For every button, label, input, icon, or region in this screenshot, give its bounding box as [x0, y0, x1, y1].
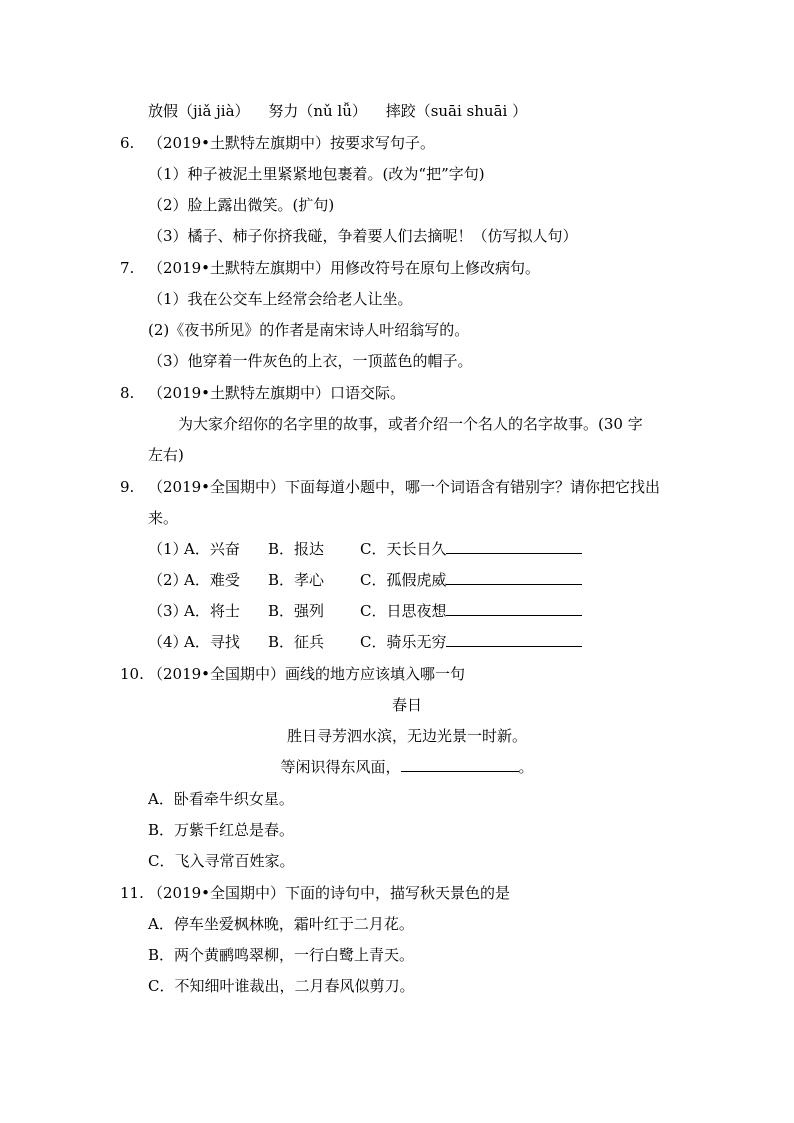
q11-option-b[interactable]: B．两个黄鹂鸣翠柳，一行白鹭上青天。 [148, 946, 415, 964]
q10-option-b[interactable]: B．万紫千红总是春。 [148, 821, 295, 839]
option-a: A．寻找 [184, 633, 240, 651]
q7-item-2: (2)《夜书所见》的作者是南宋诗人叶绍翁写的。 [148, 321, 470, 339]
poem-title: 春日 [391, 696, 422, 714]
row-number: （2） [148, 571, 188, 589]
q8-body-line-2: 左右) [148, 446, 184, 464]
question-stem: （2019•土默特左旗期中）按要求写句子。 [148, 134, 436, 152]
row-number: （4） [148, 633, 188, 651]
q11-option-c[interactable]: C．不知细叶谁裁出，二月春风似剪刀。 [148, 977, 415, 995]
option-b: B．强列 [268, 602, 325, 620]
answer-blank[interactable] [446, 570, 582, 585]
option-b: B．征兵 [268, 633, 325, 651]
question-number: 9. [120, 478, 135, 496]
q8-body-line-1: 为大家介绍你的名字里的故事，或者介绍一个名人的名字故事。(30 字 [178, 415, 643, 433]
question-number: 10. [120, 665, 144, 683]
q7-item-1: （1）我在公交车上经常会给老人让坐。 [148, 290, 413, 308]
answer-blank[interactable] [446, 601, 582, 616]
prev-word-1: 放假（jiǎ jià） [148, 102, 250, 120]
q9-stem-line-2: 来。 [148, 509, 179, 527]
option-a: A．将士 [184, 602, 240, 620]
q6-item-2: （2）脸上露出微笑。(扩句) [148, 196, 335, 214]
question-stem: （2019•全国期中）画线的地方应该填入哪一句 [148, 665, 466, 683]
option-c: C．骑乐无穷 [360, 631, 582, 653]
answer-blank[interactable] [446, 632, 582, 647]
row-number: （1） [148, 540, 188, 558]
question-number: 8. [120, 384, 135, 402]
option-c: C．孤假虎威 [360, 569, 582, 591]
option-c: C．日思夜想 [360, 600, 582, 622]
question-stem: （2019•全国期中）下面每道小题中，哪一个词语含有错别字？请你把它找出 [148, 478, 661, 496]
q10-option-c[interactable]: C．飞入寻常百姓家。 [148, 852, 295, 870]
row-number: （3） [148, 602, 188, 620]
q10-option-a[interactable]: A．卧看牵牛织女星。 [148, 790, 294, 808]
q11-option-a[interactable]: A．停车坐爱枫林晚，霜叶红于二月花。 [148, 915, 414, 933]
prev-question-line [148, 100, 527, 122]
q6-item-3: （3）橘子、柿子你挤我碰，争着要人们去摘呢！（仿写拟人句） [148, 227, 578, 245]
q6-item-1: （1）种子被泥土里紧紧地包裹着。(改为“把”字句) [148, 165, 485, 183]
option-b: B．报达 [268, 540, 325, 558]
prev-word-3: 摔跤（suāi shuāi ） [385, 102, 528, 120]
poem-line-1: 胜日寻芳泗水滨，无边光景一时新。 [286, 727, 527, 745]
option-c: C．天长日久 [360, 538, 582, 560]
poem-answer-blank[interactable] [401, 757, 519, 772]
question-stem: （2019•土默特左旗期中）用修改符号在原句上修改病句。 [148, 259, 541, 277]
question-number: 11. [120, 884, 144, 902]
q9-row-4 [148, 631, 608, 653]
q9-row-1 [148, 538, 608, 560]
option-b: B．孝心 [268, 571, 325, 589]
option-a: A．兴奋 [184, 540, 240, 558]
question-stem: （2019•土默特左旗期中）口语交际。 [148, 384, 406, 402]
question-number: 6. [120, 134, 135, 152]
poem-line-2: 等闲识得东风面， 。 [280, 758, 534, 776]
question-stem: （2019•全国期中）下面的诗句中，描写秋天景色的是 [148, 884, 511, 902]
prev-word-2: 努力（nǔ lǚ） [268, 102, 367, 120]
q9-row-3 [148, 600, 608, 622]
question-number: 7. [120, 259, 135, 277]
answer-blank[interactable] [446, 539, 582, 554]
q9-row-2 [148, 569, 608, 591]
option-a: A．难受 [184, 571, 240, 589]
q7-item-3: （3）他穿着一件灰色的上衣，一顶蓝色的帽子。 [148, 352, 473, 370]
